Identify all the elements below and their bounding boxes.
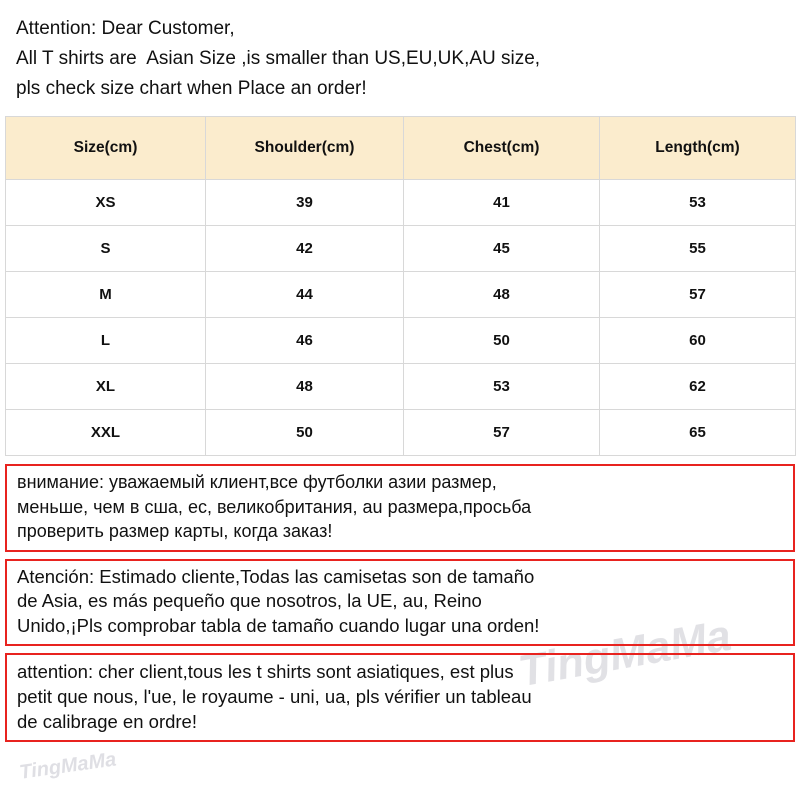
cell-shoulder: 42 (206, 226, 404, 272)
notice-list (5, 464, 795, 742)
cell-chest: 48 (404, 272, 600, 318)
notice-line: attention: cher client,tous les t shirts sont asiatiques, est plus (17, 661, 514, 682)
cell-shoulder: 39 (206, 180, 404, 226)
attention-line-2: All T shirts are Asian Size ,is smaller than US,EU,UK,AU size, (16, 48, 541, 69)
attention-block (0, 0, 800, 110)
cell-shoulder: 44 (206, 272, 404, 318)
cell-length: 57 (600, 272, 796, 318)
table-body (6, 180, 796, 456)
notice-line: меньше, чем в сша, ес, великобритания, au размера,просьба (17, 496, 532, 517)
cell-shoulder: 48 (206, 364, 404, 410)
table-row (6, 226, 796, 272)
notice-line: Unido,¡Pls comprobar tabla de tamaño cuando lugar una orden! (17, 614, 540, 636)
cell-size: XS (6, 180, 206, 226)
cell-chest: 41 (404, 180, 600, 226)
attention-line-1: Attention: Dear Customer, (16, 18, 235, 39)
table-header-row (6, 117, 796, 180)
cell-shoulder: 50 (206, 410, 404, 456)
column-header-size: Size(cm) (6, 117, 206, 180)
notice-line: Atención: Estimado cliente,Todas las camisetas son de tamaño (17, 565, 535, 587)
column-header-chest: Chest(cm) (404, 117, 600, 180)
table-row (6, 180, 796, 226)
cell-chest: 53 (404, 364, 600, 410)
watermark-primary: TingMaMa (515, 610, 735, 697)
notice-box-russian (5, 464, 795, 552)
column-header-shoulder: Shoulder(cm) (206, 117, 404, 180)
cell-size: XXL (6, 410, 206, 456)
table-row (6, 410, 796, 456)
cell-length: 53 (600, 180, 796, 226)
cell-size: L (6, 318, 206, 364)
column-header-length: Length(cm) (600, 117, 796, 180)
table-header (6, 117, 796, 180)
watermark-secondary: TingMaMa (18, 748, 118, 784)
cell-size: S (6, 226, 206, 272)
table-row (6, 364, 796, 410)
cell-length: 55 (600, 226, 796, 272)
cell-size: XL (6, 364, 206, 410)
notice-line: внимание: уважаемый клиент,все футболки азии размер, (17, 472, 497, 492)
notice-box-spanish (5, 559, 795, 647)
notice-line: проверить размер карты, когда заказ! (17, 521, 333, 541)
cell-length: 60 (600, 318, 796, 364)
table-row (6, 318, 796, 364)
cell-chest: 45 (404, 226, 600, 272)
notice-box-french (5, 653, 795, 742)
cell-chest: 57 (404, 410, 600, 456)
cell-chest: 50 (404, 318, 600, 364)
cell-size: M (6, 272, 206, 318)
cell-shoulder: 46 (206, 318, 404, 364)
notice-line: de Asia, es más pequeño que nosotros, la UE, au, Reino (17, 590, 482, 611)
cell-length: 65 (600, 410, 796, 456)
notice-line: de calibrage en ordre! (17, 711, 197, 732)
notice-line: petit que nous, l'ue, le royaume - uni, ua, pls vérifier un tableau (17, 686, 532, 707)
table-row (6, 272, 796, 318)
size-chart-table (5, 116, 796, 456)
cell-length: 62 (600, 364, 796, 410)
attention-line-3: pls check size chart when Place an order! (16, 78, 367, 99)
